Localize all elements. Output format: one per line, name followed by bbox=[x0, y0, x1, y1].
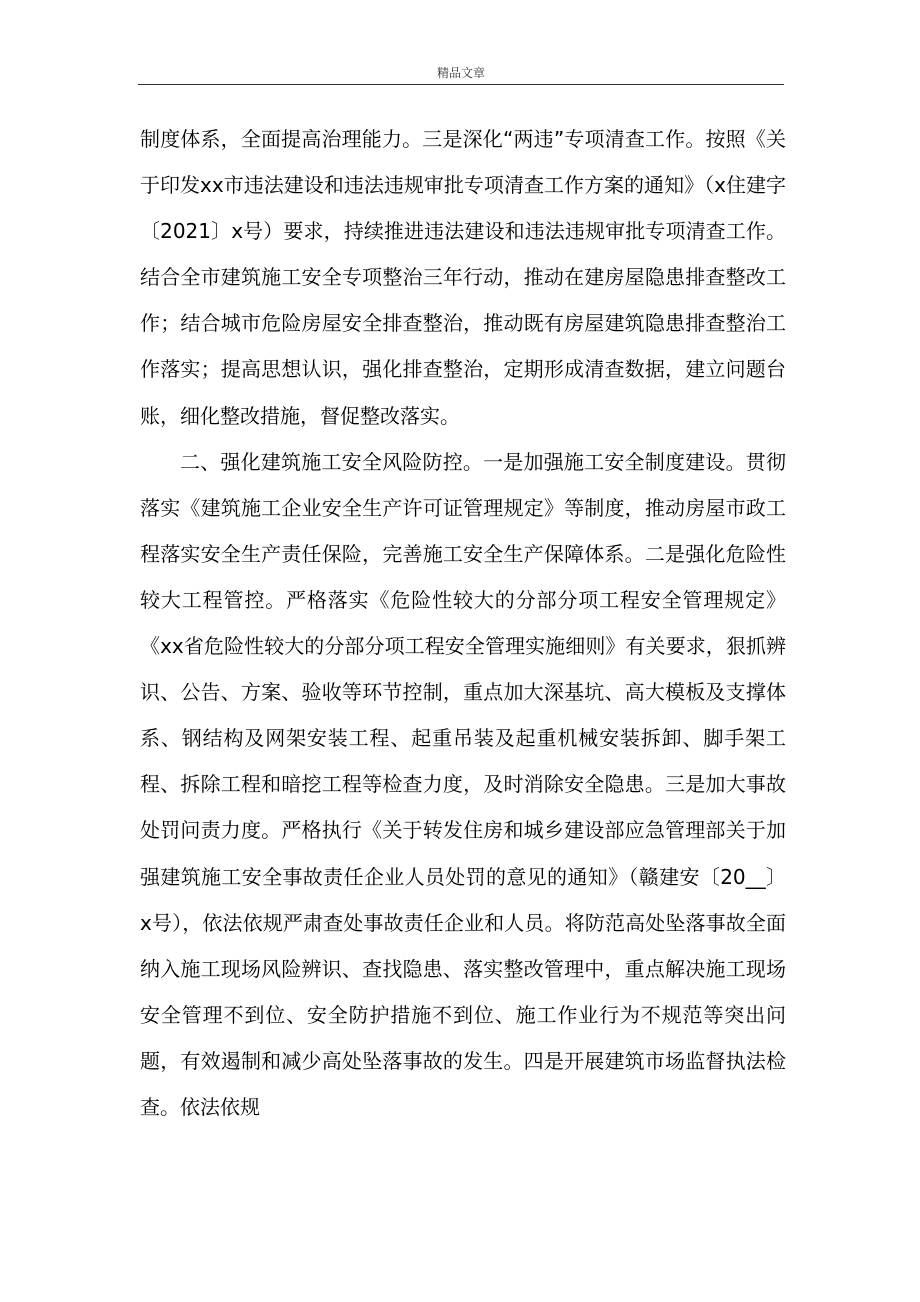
paragraph-continuation: 制度体系，全面提高治理能力。三是深化“两违”专项清查工作。按照《关于印发xx市违法建设和违法违规审批专项清查工作方案的通知》（x住建字〔2021〕x号）要求，持续推进违法建设和违法违规审批专项清查工作。结合全市建筑施工安全专项整治三年行动，推动在建房屋隐患排查整改工作；结合城市危险房屋安全排查整治，推动既有房屋建筑隐患排查整治工作落实；提高思想认识，强化排查整治，定期形成清查数据，建立问题台账，细化整改措施，督促整改落实。 bbox=[140, 127, 786, 428]
header-divider bbox=[138, 84, 784, 85]
document-body bbox=[140, 116, 786, 1130]
paragraph-section-two: 二、强化建筑施工安全风险防控。一是加强施工安全制度建设。贯彻落实《建筑施工企业安全生产许可证管理规定》等制度，推动房屋市政工程落实安全生产责任保险，完善施工安全生产保障体系。二是强化危险性较大工程管控。严格落实《危险性较大的分部分项工程安全管理规定》《xx省危险性较大的分部分项工程安全管理实施细则》有关要求，狠抓辨识、公告、方案、验收等环节控制，重点加大深基坑、高大模板及支撑体系、钢结构及网架安装工程、起重吊装及起重机械安装拆卸、脚手架工程、拆除工程和暗挖工程等检查力度，及时消除安全隐患。三是加大事故处罚问责力度。严格执行《关于转发住房和城乡建设部应急管理部关于加强建筑施工安全事故责任企业人员处罚的意见的通知》（赣建安〔20__〕x号），依法依规严肃查处事故责任企业和人员。将防范高处坠落事故全面纳入施工现场风险辨识、查找隐患、落实整改管理中，重点解决施工现场安全管理不到位、安全防护措施不到位、施工作业行为不规范等突出问题，有效遏制和减少高处坠落事故的发生。四是开展建筑市场监督执法检查。依法依规 bbox=[140, 449, 786, 1119]
page-header-title: 精品文章 bbox=[436, 66, 485, 80]
